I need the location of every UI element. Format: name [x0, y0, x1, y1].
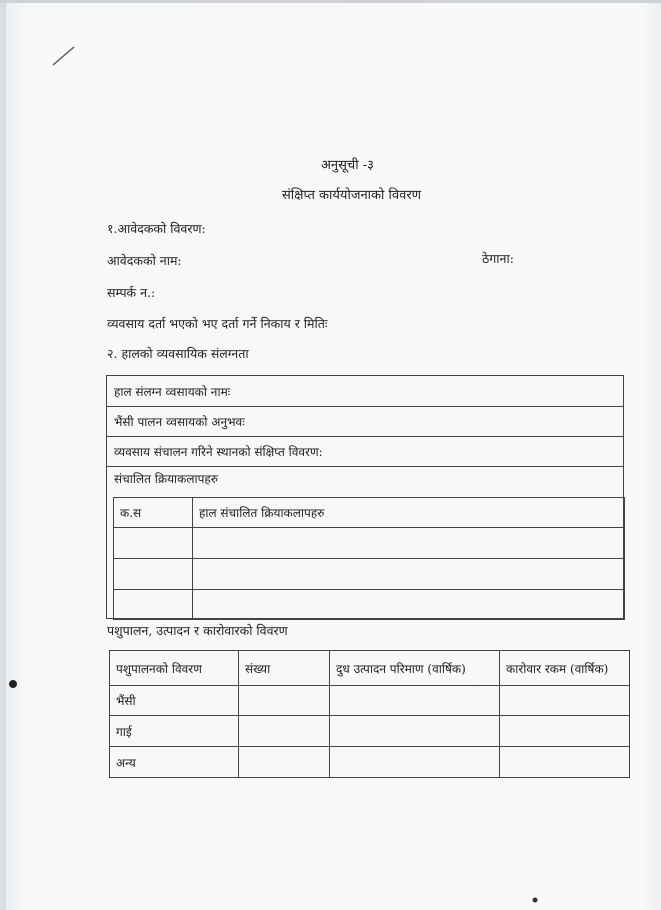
table-row [114, 590, 625, 620]
applicant-name-label: आवेदकको नाम: [107, 253, 182, 268]
location-summary-row [107, 437, 623, 467]
section-2-heading: २. हालको व्यवसायिक संलग्नता [107, 346, 249, 361]
pen-stroke-mark [50, 44, 78, 68]
table-cell [330, 686, 500, 716]
other-row-label: अन्य [110, 747, 239, 778]
table-cell [239, 716, 330, 747]
table-cell [330, 716, 500, 747]
table-cell [330, 747, 500, 778]
annex-number: अनुसूची -३ [321, 158, 374, 173]
table-cell [193, 590, 625, 620]
table-cell [239, 686, 330, 716]
table-row [114, 528, 625, 559]
page-edge-shadow [0, 0, 6, 910]
activities-header: हाल संचालित क्रियाकलापहरु [193, 498, 625, 528]
table-row [110, 747, 630, 778]
serial-header: क.स [114, 498, 193, 528]
buffalo-row-label: भैंसी [110, 686, 239, 716]
table-row [110, 686, 630, 716]
count-header: संख्या [239, 651, 330, 686]
ink-dot-mark [6, 678, 20, 690]
table-cell [500, 747, 630, 778]
current-business-label: हाल संलग्न व्वसायको नामः [114, 384, 231, 399]
table-cell [114, 559, 193, 590]
page-top-edge [0, 0, 661, 3]
table-cell [193, 559, 625, 590]
transaction-amount-header: कारोवार रकम (वार्षिक) [500, 651, 630, 686]
table-row [114, 559, 625, 590]
livestock-heading: पशुपालन, उत्पादन र कारोवारको विवरण [107, 623, 288, 638]
livestock-table [109, 650, 630, 778]
cow-row-label: गाई [110, 716, 239, 747]
table-cell [193, 528, 625, 559]
table-cell [239, 747, 330, 778]
contact-label: सम्पर्क न.: [107, 285, 156, 300]
table-row [110, 716, 630, 747]
table-cell [500, 686, 630, 716]
ink-dot-bottom [530, 895, 540, 905]
livestock-header: पशुपालनको विवरण [110, 651, 239, 686]
activities-label: संचालित क्रियाकलापहरु [114, 472, 218, 486]
document-title: संक्षिप्त कार्ययोजनाको विवरण [282, 188, 422, 203]
location-summary-label: व्यवसाय संचालन गरिने स्थानको संक्षिप्त विवरण: [114, 445, 323, 459]
business-table [106, 375, 624, 619]
registration-label: व्यवसाय दर्ता भएको भए दर्ता गर्ने निकाय र मितिः [107, 316, 328, 331]
section-1-heading: १.आवेदकको विवरण: [107, 221, 206, 236]
table-cell [114, 528, 193, 559]
milk-production-header: दुध उत्पादन परिमाण (वार्षिक) [330, 651, 500, 686]
buffalo-experience-label: भैंसी पालन व्वसायको अनुभवः [114, 415, 245, 429]
table-cell [500, 716, 630, 747]
address-label: ठेगाना: [482, 251, 514, 266]
buffalo-experience-row [107, 407, 623, 437]
activities-table [113, 497, 625, 620]
current-business-row [107, 376, 623, 407]
table-cell [114, 590, 193, 620]
